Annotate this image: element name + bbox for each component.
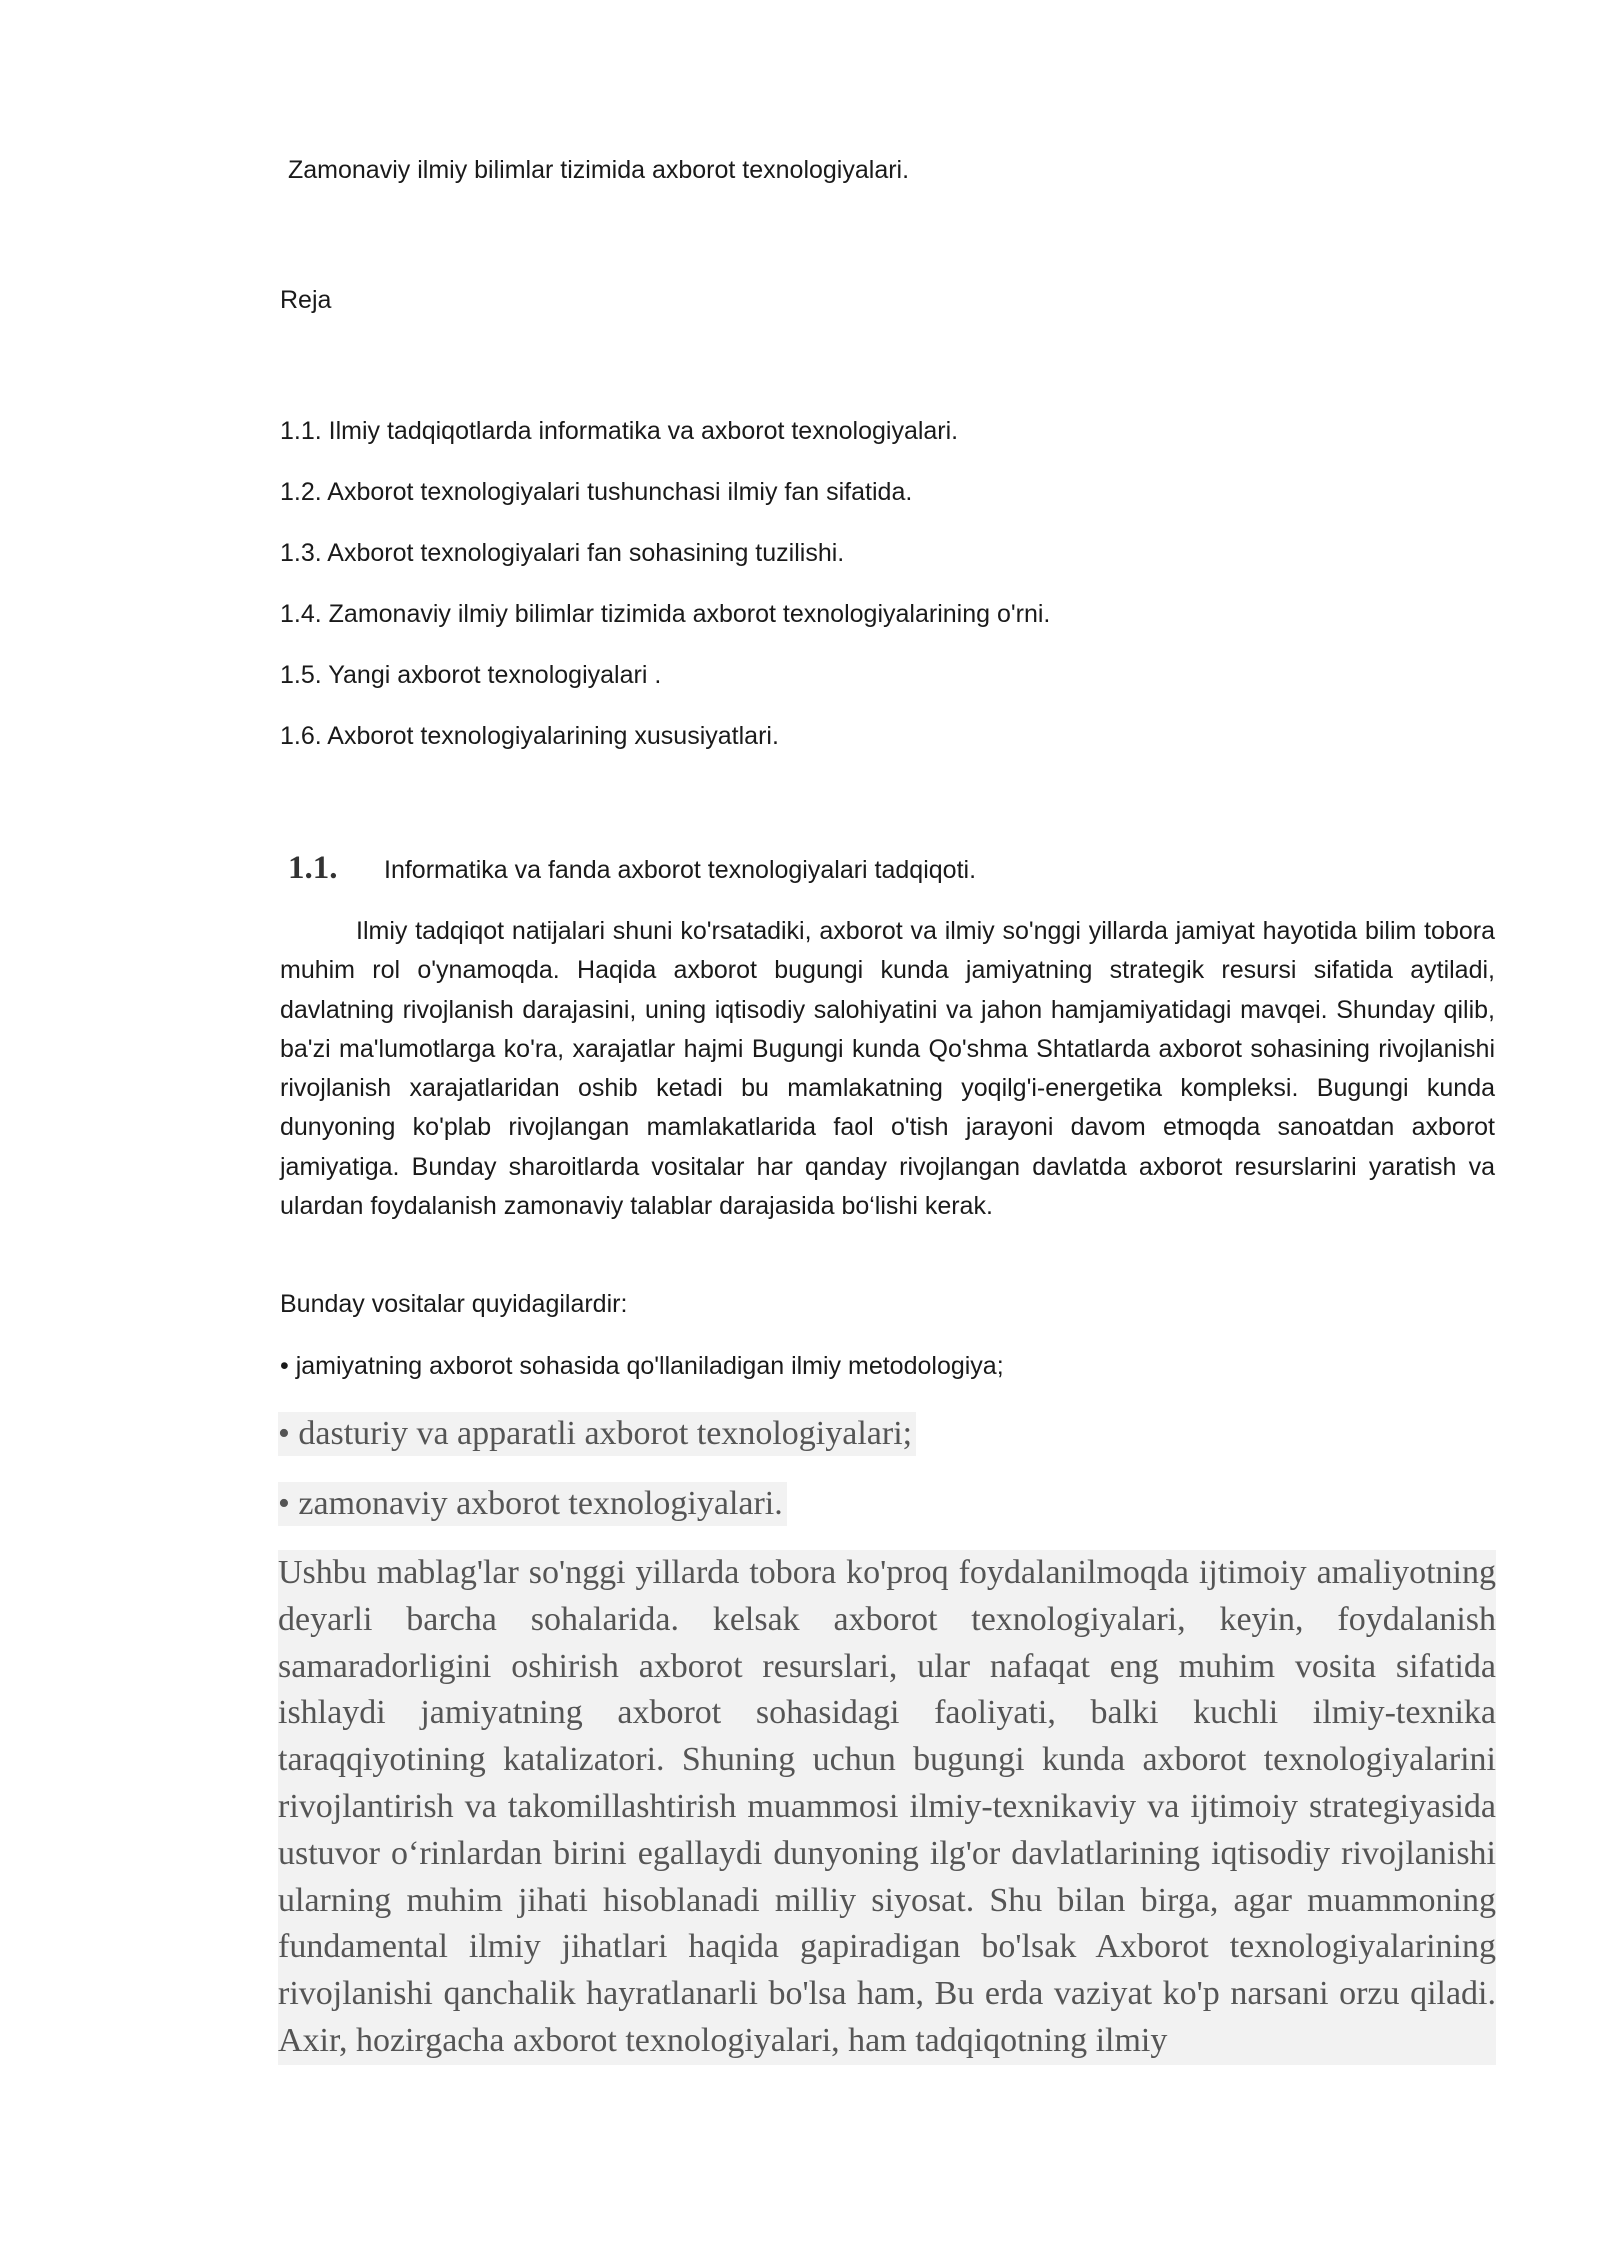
toc-item: 1.1. Ilmiy tadqiqotlarda informatika va axborot texnologiyalari. bbox=[280, 417, 959, 445]
body-paragraph: Ilmiy tadqiqot natijalari shuni ko'rsatadiki, axborot va ilmiy so'nggi yillarda jamiyat hayotida bilim tobora muhim rol o'ynamoqda. Haqida axborot bugungi kunda jamiyatning strategik resursi sifatida aytiladi, davlatning rivojlanish darajasini, uning iqtisodiy salohiyatini va jahon hamjamiyatidagi mavqei. Shunday qilib, ba'zi ma'lumotlarga ko'ra, xarajatlar hajmi Bugungi kunda Qo'shma Shtatlarda axborot sohasining rivojlanishi rivojlanish xarajatlaridan oshib ketadi bu mamlakatning yoqilg'i-energetika kompleksi. Bugungi kunda dunyoning ko'plab rivojlangan mamlakatlarida faol o'tish jarayoni davom etmoqda sanoatdan axborot jamiyatiga. Bunday sharoitlarda vositalar har qanday rivojlangan davlatda axborot resurslarini yaratish va ulardan foydalanish zamonaviy talablar darajasida bo‘lishi kerak. bbox=[280, 917, 1495, 1221]
bullet-item: • zamonaviy axborot texnologiyalari. bbox=[278, 1482, 787, 1526]
table-of-contents bbox=[280, 414, 1050, 780]
toc-item: 1.4. Zamonaviy ilmiy bilimlar tizimida axborot texnologiyalarining o'rni. bbox=[280, 600, 1051, 628]
section-heading bbox=[288, 850, 1488, 887]
list-lead-text: Bunday vositalar quyidagilardir: bbox=[280, 1290, 628, 1318]
toc-item: 1.5. Yangi axborot texnologiyalari . bbox=[280, 661, 662, 689]
section-number: 1.1. bbox=[288, 850, 338, 886]
toc-item: 1.3. Axborot texnologiyalari fan sohasining tuzilishi. bbox=[280, 539, 845, 567]
plan-label: Reja bbox=[280, 286, 332, 314]
toc-item: 1.6. Axborot texnologiyalarining xususiyatlari. bbox=[280, 722, 779, 750]
toc-item: 1.2. Axborot texnologiyalari tushunchasi ilmiy fan sifatida. bbox=[280, 478, 913, 506]
bullet-item: • dasturiy va apparatli axborot texnologiyalari; bbox=[278, 1412, 916, 1456]
bullet-item: • jamiyatning axborot sohasida qo'llaniladigan ilmiy metodologiya; bbox=[280, 1352, 1004, 1380]
body-paragraph-highlighted: Ushbu mablag'lar so'nggi yillarda tobora ko'proq foydalanilmoqda ijtimoiy amaliyotning deyarli barcha sohalarida. kelsak axborot texnologiyalari, keyin, foydalanish samaradorligini oshirish axborot resurslari, ular nafaqat eng muhim vosita sifatida ishlaydi jamiyatning axborot sohasidagi faoliyati, balki kuchli ilmiy-texnika taraqqiyotining katalizatori. Shuning uchun bugungi kunda axborot texnologiyalarini rivojlantirish va takomillashtirish muammosi ilmiy-texnikaviy va ijtimoiy strategiyasida ustuvor o‘rinlardan birini egallaydi dunyoning ilg'or davlatlarining iqtisodiy rivojlanishi ularning muhim jihati hisoblanadi milliy siyosat. Shu bilan birga, agar muammoning fundamental ilmiy jihatlari haqida gapiradigan bo'lsak Axborot texnologiyalarining rivojlanishi qanchalik hayratlanarli bo'lsa ham, Bu erda vaziyat ko'p narsani orzu qiladi. Axir, hozirgacha axborot texnologiyalari, ham tadqiqotning ilmiy bbox=[278, 1550, 1496, 2065]
section-title: Informatika va fanda axborot texnologiyalari tadqiqoti. bbox=[384, 856, 977, 884]
document-title: Zamonaviy ilmiy bilimlar tizimida axborot texnologiyalari. bbox=[288, 156, 910, 184]
